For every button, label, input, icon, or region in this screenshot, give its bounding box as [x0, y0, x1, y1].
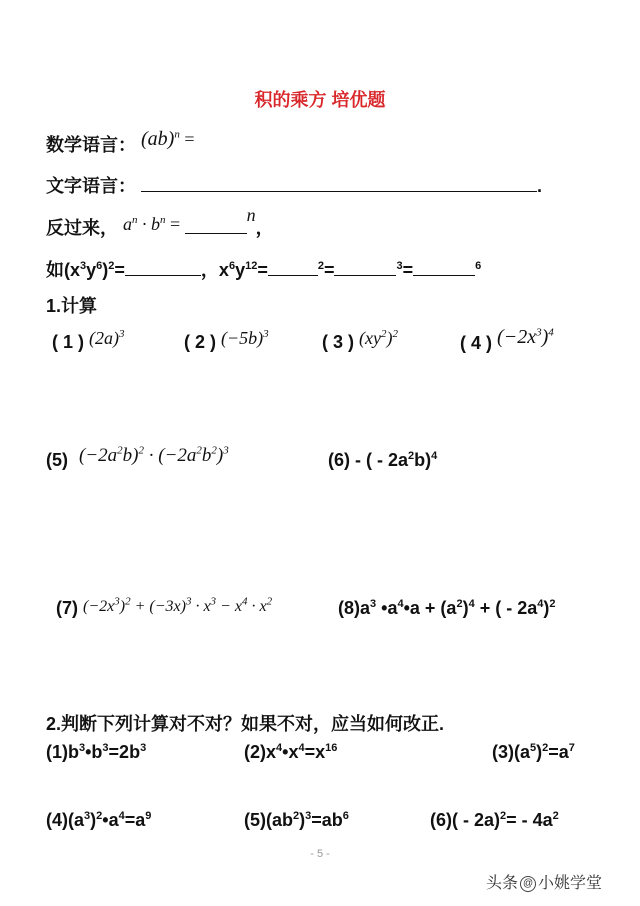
- judge-item-5: $(5)(ab^2)^3=ab^6$: [244, 810, 349, 830]
- reverse-formula: $a^n \cdot b^n$ =: [123, 214, 185, 234]
- problem-6: (6) - ( - $2a^2b)^4$: [328, 450, 438, 470]
- math-language-formula: (ab)$^n$ =: [141, 128, 195, 150]
- example-blank-3[interactable]: [334, 259, 396, 276]
- watermark: 头条 @ 小姚学堂: [486, 875, 603, 892]
- judge-item-1: $(1)b^3•b^3=2b^3$: [46, 742, 147, 762]
- judge-item-6: $(6)( - 2a)^2= - 4a^2$: [430, 810, 559, 830]
- math-language-label: 数学语言：: [46, 135, 136, 155]
- reverse-line: 反过来， $a^n \cdot b^n = ^n$，: [46, 205, 274, 238]
- problem-5: (5) $(-2a^2b)^2 \cdot (-2a^2b^2)^3$: [46, 444, 229, 470]
- page-title: 积的乘方 培优题: [254, 90, 386, 110]
- text-language-blank[interactable]: [141, 175, 537, 192]
- example-blank-1[interactable]: [125, 259, 201, 276]
- judge-item-3: $(3)(a^5)^2=a^7$: [492, 742, 575, 762]
- reverse-blank[interactable]: [185, 217, 247, 234]
- problem-4: ( 4 ) $(-2x^3)^4$: [460, 326, 554, 353]
- section-2-heading: 2.判断下列计算对不对？如果不对，应当如何改正.: [46, 714, 445, 734]
- example-blank-2[interactable]: [268, 259, 318, 276]
- problem-7: (7) $(-2x^3)^2 + (-3x)^3 \cdot x^3 - x^4 \cdot x^2$: [56, 595, 273, 618]
- problem-2: ( 2 ) $(-5b)^3$: [184, 328, 269, 352]
- reverse-label: 反过来，: [46, 218, 118, 238]
- example-line: 如$(x^3y^6)^2=$ ，$x^6y^{12}= ^2= ^3= ^6$: [46, 260, 482, 280]
- text-language-line: 文字语言： .: [46, 176, 543, 196]
- problem-8: $(8)a^3$ $•a^4•a + (a^2)^4$ + ( - $2a^4)^2$: [338, 598, 556, 618]
- at-icon: @: [520, 876, 536, 892]
- problem-3: ( 3 ) $(xy^2)^2$: [322, 328, 399, 352]
- problem-1: ( 1 ) $(2a)^3$: [52, 328, 125, 352]
- text-language-label: 文字语言：: [46, 176, 136, 196]
- example-blank-4[interactable]: [413, 259, 475, 276]
- judge-item-4: $(4)(a^3)^2•a^4=a^9$: [46, 810, 152, 830]
- math-language-line: [46, 128, 195, 157]
- page-number: - 5 -: [310, 848, 330, 860]
- judge-item-2: $(2)x^4•x^4=x^{16}$: [244, 742, 338, 762]
- section-1-heading: 1.计算: [46, 296, 98, 316]
